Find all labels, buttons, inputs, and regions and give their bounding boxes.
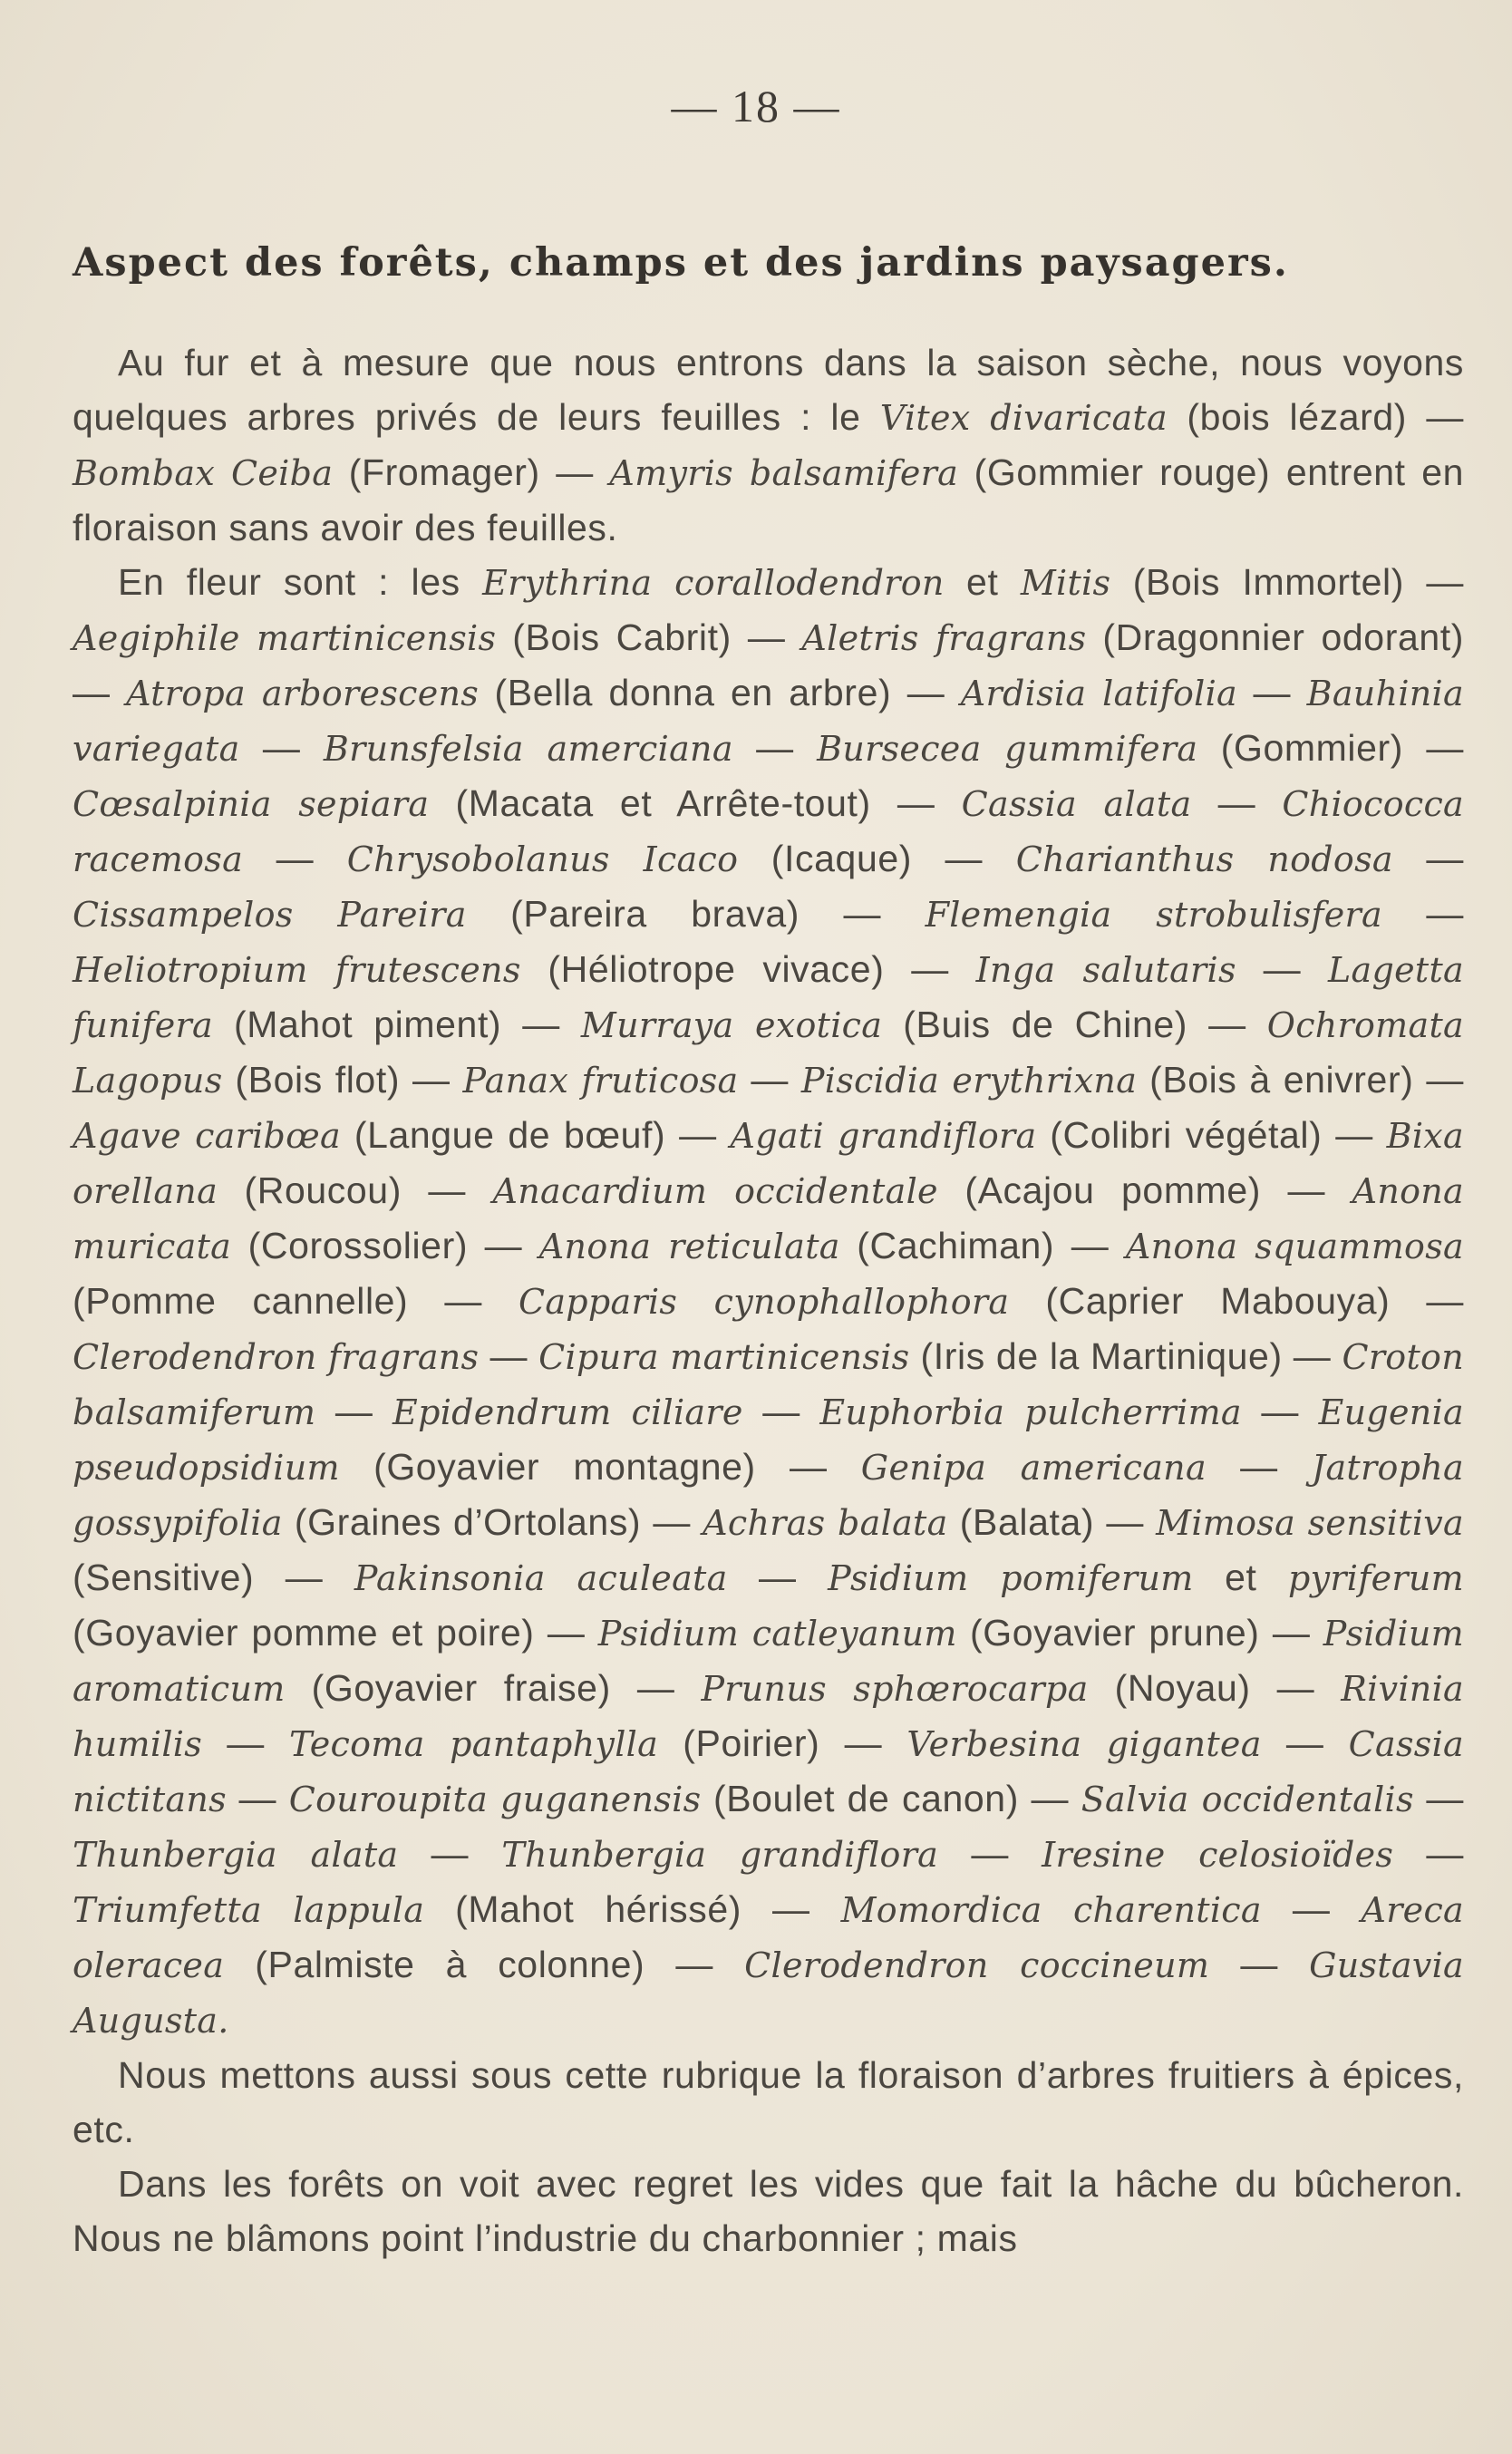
text-run: —: [1261, 1888, 1362, 1930]
text-run: —: [1237, 672, 1307, 713]
species-name: Epidendrum ciliare: [393, 1392, 743, 1432]
species-name: Vitex divaricata: [879, 398, 1168, 438]
species-name: Psidium catleyanum: [597, 1614, 957, 1654]
paragraph: [73, 2048, 1464, 2157]
text-run: (Goyavier montagne) —: [339, 1446, 861, 1488]
text-run: (Palmiste à colonne) —: [224, 1944, 745, 1985]
text-run: (Dragonnier odorant) —: [73, 616, 1464, 713]
text-run: et: [1193, 1557, 1288, 1598]
text-run: —: [226, 1778, 289, 1819]
text-run: (Fromager) —: [333, 451, 610, 493]
text-run: En fleur sont : les: [118, 561, 483, 603]
species-name: Psidium aromaticum: [73, 1614, 1465, 1709]
species-name: Eugenia pseudopsidium: [73, 1392, 1464, 1488]
species-name: Flemengia strobulisfera: [925, 895, 1382, 935]
text-run: —: [1381, 893, 1465, 935]
species-name: Euphorbia pulcherrima: [819, 1392, 1242, 1432]
species-name: Capparis cynophallophora: [518, 1282, 1010, 1322]
text-run: (Mahot hérissé) —: [424, 1888, 841, 1930]
species-name: Panax fruticosa: [462, 1061, 739, 1101]
species-name: Mimosa sensitiva: [1156, 1503, 1464, 1543]
species-name: Couroupita guganensis: [288, 1780, 702, 1819]
paragraph: [73, 335, 1464, 555]
text-run: (Mahot piment) —: [212, 1004, 581, 1045]
species-name: Croton balsamiferum: [73, 1337, 1464, 1432]
species-name: Salvia occidentalis: [1081, 1780, 1414, 1819]
text-run: —: [938, 1833, 1042, 1875]
section-heading: Aspect des forêts, champs et des jardins paysagers.: [73, 240, 1289, 286]
paragraph: [73, 555, 1464, 2048]
species-name: Cœsalpinia sepiara: [73, 784, 430, 824]
text-run: (Gommier rouge) entrent en floraison sans avoir des feuilles.: [73, 451, 1465, 548]
species-name: Inga salutaris: [975, 950, 1236, 990]
text-run: (Pareira brava) —: [466, 893, 926, 935]
species-name: Aegiphile martinicensis: [73, 618, 497, 658]
text-run: —: [742, 1391, 820, 1432]
text-run: —: [1241, 1391, 1319, 1432]
species-name: Anona reticulata: [538, 1227, 840, 1266]
text-run: (Icaque) —: [738, 838, 1016, 879]
text-run: (Bella donna en arbre) —: [479, 672, 961, 713]
text-run: —: [398, 1833, 502, 1875]
species-name: Clerodendron fragrans: [73, 1337, 480, 1377]
species-name: Thunbergia grandiflora: [501, 1835, 939, 1875]
text-run: (Graines d’Ortolans) —: [282, 1501, 703, 1543]
text-run: (Bois à enivrer) —: [1137, 1059, 1464, 1101]
species-name: Tecoma pantaphylla: [289, 1724, 659, 1764]
species-name: Genipa americana: [860, 1448, 1207, 1488]
page-number: — 18 —: [671, 81, 841, 131]
species-name: Erythrina corallodendron: [482, 563, 945, 603]
species-name: Cipura martinicensis: [538, 1337, 910, 1377]
text-run: —: [732, 727, 818, 769]
species-name: Aletris fragrans: [801, 618, 1087, 658]
species-name: Prunus sphœrocarpa: [701, 1669, 1089, 1709]
text-run: Nous mettons aussi sous cette rubrique la floraison d’arbres fruitiers à épices, etc.: [73, 2054, 1464, 2150]
species-name: Cassia nictitans: [73, 1724, 1464, 1819]
text-run: (Gommier) —: [1197, 727, 1464, 769]
text-run: (Caprier Mabouya) —: [1009, 1280, 1465, 1322]
text-run: —: [1206, 1446, 1312, 1488]
text-run: (Bois Cabrit) —: [496, 616, 802, 658]
text-run: (Sensitive) —: [73, 1557, 354, 1598]
paragraph: [73, 2157, 1464, 2265]
text-run: —: [1392, 838, 1464, 879]
text-run: —: [1393, 1833, 1464, 1875]
text-run: (Langue de bœuf) —: [341, 1114, 731, 1156]
species-name: Heliotropium frutescens: [73, 950, 521, 990]
text-run: (Poirier) —: [658, 1722, 907, 1764]
text-run: (Cachiman) —: [839, 1225, 1126, 1266]
species-name: Thunbergia alata: [73, 1835, 399, 1875]
text-run: (Goyavier pomme et poire) —: [73, 1612, 598, 1654]
species-name: Bombax Ceiba: [73, 453, 334, 493]
species-name: Triumfetta lappula: [73, 1890, 425, 1930]
species-name: Mitis: [1020, 563, 1111, 603]
species-name: Cassia alata: [961, 784, 1192, 824]
text-run: —: [243, 838, 347, 879]
species-name: Chrysobolanus Icaco: [346, 839, 739, 879]
species-name: Agave caribœa: [73, 1116, 341, 1156]
text-run: (Iris de la Martinique) —: [909, 1335, 1342, 1377]
text-run: (Colibri végétal) —: [1036, 1114, 1387, 1156]
species-name: Cissampelos Pareira: [73, 895, 467, 935]
text-run: —: [479, 1335, 539, 1377]
species-name: Gustavia Augusta.: [73, 1945, 1464, 2041]
species-name: Anacardium occidentale: [492, 1171, 938, 1211]
species-name: Murraya exotica: [580, 1005, 883, 1045]
text-run: et: [944, 561, 1021, 603]
body-text: [73, 335, 1464, 2265]
species-name: Jatropha gossypifolia: [73, 1448, 1464, 1543]
text-run: (Bois flot) —: [222, 1059, 463, 1101]
text-run: —: [315, 1391, 393, 1432]
species-name: Ardisia latifolia: [960, 674, 1238, 713]
text-run: Au fur et à mesure que nous entrons dans la saison sèche, nous voyons quelques arbres privés de leurs feuilles : le: [73, 342, 1464, 438]
species-name: Bursecea gummifera: [817, 729, 1198, 769]
species-name: Chiococca racemosa: [73, 784, 1464, 879]
species-name: Amyris balsamifera: [609, 453, 959, 493]
text-run: (Bois Immortel) —: [1110, 561, 1464, 603]
text-run: (Corossolier) —: [231, 1225, 539, 1266]
text-run: (Balata) —: [947, 1501, 1157, 1543]
text-run: —: [738, 1059, 801, 1101]
text-run: (Boulet de canon) —: [701, 1778, 1081, 1819]
text-run: —: [202, 1722, 290, 1764]
text-run: (Buis de Chine) —: [882, 1004, 1267, 1045]
species-name: Anona squammosa: [1125, 1227, 1464, 1266]
text-run: (Acajou pomme) —: [937, 1169, 1352, 1211]
species-name: pyriferum: [1287, 1558, 1464, 1598]
species-name: Lagetta funifera: [73, 950, 1464, 1045]
text-run: —: [1413, 1778, 1464, 1819]
species-name: Achras balata: [703, 1503, 948, 1543]
text-run: —: [727, 1557, 829, 1598]
text-run: (Roucou) —: [218, 1169, 493, 1211]
species-name: Bauhinia variegata: [73, 674, 1464, 769]
text-run: —: [1191, 782, 1283, 824]
text-run: (Héliotrope vivace) —: [520, 948, 976, 990]
species-name: Brunsfelsia amerciana: [323, 729, 733, 769]
species-name: Clerodendron coccineum: [744, 1945, 1210, 1985]
species-name: Pakinsonia aculeata: [354, 1558, 728, 1598]
text-run: (Goyavier prune) —: [956, 1612, 1323, 1654]
text-run: (Macata et Arrête-tout) —: [429, 782, 962, 824]
text-run: —: [1261, 1722, 1349, 1764]
species-name: Ochromata Lagopus: [73, 1005, 1465, 1101]
text-run: (Noyau) —: [1088, 1667, 1342, 1709]
species-name: Anona muricata: [73, 1171, 1465, 1266]
species-name: Areca oleracea: [73, 1890, 1464, 1985]
species-name: Atropa arborescens: [126, 674, 480, 713]
species-name: Momordica charentica: [840, 1890, 1262, 1930]
species-name: Iresine celosioïdes: [1042, 1835, 1394, 1875]
species-name: Bixa orellana: [73, 1116, 1464, 1211]
species-name: Charianthus nodosa: [1015, 839, 1393, 879]
text-run: (Pomme cannelle) —: [73, 1280, 519, 1322]
text-run: —: [1236, 948, 1328, 990]
text-run: Dans les forêts on voit avec regret les vides que fait la hâche du bûcheron. Nous ne blâmons point l’industrie du charbonnier ; mais: [73, 2163, 1464, 2259]
text-run: (Goyavier fraise) —: [285, 1667, 702, 1709]
species-name: Piscidia erythrixna: [800, 1061, 1138, 1101]
species-name: Rivinia humilis: [73, 1669, 1464, 1764]
species-name: Agati grandiflora: [730, 1116, 1037, 1156]
species-name: Psidium pomiferum: [828, 1558, 1194, 1598]
text-run: —: [1209, 1944, 1310, 1985]
text-run: (bois lézard) —: [1168, 396, 1464, 438]
species-name: Verbesina gigantea: [906, 1724, 1262, 1764]
text-run: —: [239, 727, 324, 769]
